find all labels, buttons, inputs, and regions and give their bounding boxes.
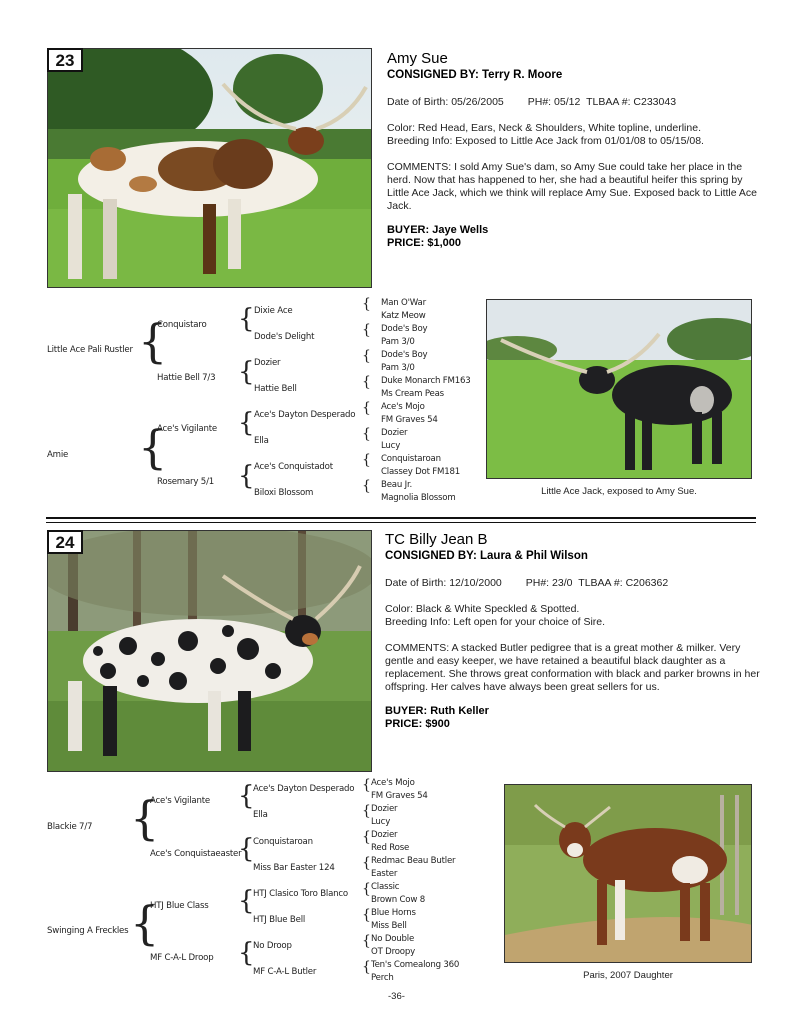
pedigree-g4: FM Graves 54 [381, 415, 438, 425]
pedigree-g3: Hattie Bell [254, 384, 297, 394]
pedigree-g4: Classey Dot FM181 [381, 467, 461, 477]
pedigree-g4: No Double [371, 934, 415, 944]
pedigree-g4: Dozier [371, 830, 398, 840]
pedigree-g4: Ace's Mojo [371, 778, 415, 788]
pedigree-g4: Pam 3/0 [381, 337, 415, 347]
lot-24-name: TC Billy Jean B [385, 531, 488, 548]
lot-24-dob: Date of Birth: 12/10/2000 [385, 577, 502, 589]
pedigree-g4: Pam 3/0 [381, 363, 415, 373]
pedigree-brace: { [238, 834, 255, 864]
pedigree-g2: Ace's Vigilante [157, 424, 217, 434]
pedigree-g3: Conquistaroan [253, 837, 313, 847]
lot-24-info [385, 531, 760, 731]
pedigree-g4: Ace's Mojo [381, 402, 425, 412]
lot-23-caption: Little Ace Jack, exposed to Amy Sue. [541, 486, 697, 497]
lot-23-cow-photo [47, 48, 372, 288]
lot-24-tlbaa: TLBAA #: C206362 [578, 577, 669, 589]
pedigree-g2: Conquistaro [157, 320, 207, 330]
pedigree-brace: { [238, 304, 255, 334]
pedigree-brace: { [362, 777, 371, 793]
lot-24-number: 24 [47, 530, 83, 554]
lot-24-color: Color: Black & White Speckled & Spotted. [385, 603, 580, 615]
pedigree-g4: Katz Meow [381, 311, 426, 321]
pedigree-sire: Little Ace Pali Rustler [47, 345, 133, 355]
pedigree-brace: { [362, 881, 371, 897]
pedigree-g4: Man O'War [381, 298, 426, 308]
pedigree-g3: HTJ Blue Bell [253, 915, 306, 925]
pedigree-g3: Ella [253, 810, 268, 820]
pedigree-g4: Dode's Boy [381, 324, 428, 334]
pedigree-brace: { [362, 933, 371, 949]
pedigree-g4: Perch [371, 973, 394, 983]
lot-23-buyer: BUYER: Jaye Wells [387, 224, 489, 236]
lot-23-consigned: CONSIGNED BY: Terry R. Moore [387, 69, 563, 81]
pedigree-g2: Ace's Conquistaeaster [150, 849, 242, 859]
lot-24-breeding: Breeding Info: Left open for your choice of Sire. [385, 616, 606, 628]
lot-24-caption: Paris, 2007 Daughter [583, 970, 673, 981]
lot-23-number: 23 [47, 48, 83, 72]
pedigree-g3: Miss Bar Easter 124 [253, 863, 335, 873]
pedigree-g4: Easter [371, 869, 398, 879]
pedigree-g4: Duke Monarch FM163 [381, 376, 471, 386]
pedigree-g4: Ten's Comealong 360 [371, 960, 460, 970]
pedigree-brace: { [362, 855, 371, 871]
pedigree-g2: Rosemary 5/1 [157, 477, 215, 487]
pedigree-brace: { [362, 803, 371, 819]
pedigree-g4: Dode's Boy [381, 350, 428, 360]
pedigree-g4: Redmac Beau Butler [371, 856, 456, 866]
pedigree-g3: Ella [254, 436, 269, 446]
pedigree-g4: Blue Horns [371, 908, 416, 918]
lot-23-color: Color: Red Head, Ears, Neck & Shoulders, White topline, underline. [387, 122, 701, 134]
pedigree-brace: { [130, 791, 160, 845]
pedigree-brace: { [138, 420, 168, 474]
lot-23-ph: PH#: 05/12 [527, 96, 581, 108]
pedigree-g2: HTJ Blue Class [150, 901, 209, 911]
pedigree-brace: { [362, 959, 371, 975]
lot-23-ids [387, 96, 762, 109]
pedigree-g3: No Droop [253, 941, 292, 951]
lot-23-breeding: Breeding Info: Exposed to Little Ace Jack from 01/01/08 to 05/15/08. [387, 135, 704, 147]
pedigree-brace: { [130, 896, 160, 950]
lot-23-tlbaa: TLBAA #: C233043 [586, 96, 677, 108]
pedigree-sire: Blackie 7/7 [47, 822, 93, 832]
pedigree-g3: Dode's Delight [254, 332, 315, 342]
pedigree-dam: Amie [47, 450, 69, 460]
pedigree-g4: Lucy [381, 441, 401, 451]
pedigree-brace: { [138, 314, 168, 368]
pedigree-brace: { [362, 296, 371, 312]
pedigree-brace: { [362, 452, 371, 468]
pedigree-g3: Ace's Conquistadot [254, 462, 333, 472]
pedigree-g4: Dozier [381, 428, 408, 438]
pedigree-g2: MF C-A-L Droop [150, 953, 214, 963]
lot-23-sire-photo [486, 299, 752, 479]
lot-24-price: PRICE: $900 [385, 718, 450, 730]
pedigree-g3: HTJ Clasico Toro Blanco [253, 889, 348, 899]
page-number: -36- [388, 991, 405, 1002]
lot-23-name: Amy Sue [387, 50, 448, 67]
pedigree-brace: { [362, 322, 371, 338]
lot-23-info [387, 50, 762, 250]
pedigree-brace: { [362, 374, 371, 390]
lot-23-dob: Date of Birth: 05/26/2005 [387, 96, 504, 108]
pedigree-brace: { [238, 461, 255, 491]
pedigree-g4: Beau Jr. [381, 480, 413, 490]
lot-24-consigned: CONSIGNED BY: Laura & Phil Wilson [385, 550, 588, 562]
pedigree-g4: Red Rose [371, 843, 410, 853]
pedigree-g4: Ms Cream Peas [381, 389, 444, 399]
pedigree-g3: Ace's Dayton Desperado [253, 784, 355, 794]
pedigree-g3: Dozier [254, 358, 281, 368]
lot-24-ph: PH#: 23/0 [525, 577, 573, 589]
section-divider-thin [46, 522, 756, 523]
pedigree-brace: { [238, 408, 255, 438]
lot-24-ids [385, 577, 760, 590]
pedigree-g4: Dozier [371, 804, 398, 814]
pedigree-brace: { [238, 781, 255, 811]
lot-23-price: PRICE: $1,000 [387, 237, 461, 249]
pedigree-brace: { [238, 357, 255, 387]
pedigree-g4: FM Graves 54 [371, 791, 428, 801]
pedigree-g2: Hattie Bell 7/3 [157, 373, 216, 383]
pedigree-g4: Classic [371, 882, 400, 892]
pedigree-g3: MF C-A-L Butler [253, 967, 317, 977]
lot-24-comments: COMMENTS: A stacked Butler pedigree that is a great mother & milker. Very gentle and easy keeper, we have retained a beautiful black daughter as a replacement. She throws great conformation with black and parker browns in her offspring. Her calves have always been great sellers for us. [385, 642, 760, 693]
pedigree-brace: { [238, 938, 255, 968]
pedigree-g3: Dixie Ace [254, 306, 293, 316]
pedigree-dam: Swinging A Freckles [47, 926, 129, 936]
lot-24-cow-photo [47, 530, 372, 772]
pedigree-g2: Ace's Vigilante [150, 796, 210, 806]
pedigree-g4: Magnolia Blossom [381, 493, 456, 503]
pedigree-brace: { [362, 829, 371, 845]
pedigree-g3: Biloxi Blossom [254, 488, 314, 498]
pedigree-g4: Conquistaroan [381, 454, 441, 464]
pedigree-brace: { [362, 426, 371, 442]
pedigree-g3: Ace's Dayton Desperado [254, 410, 356, 420]
pedigree-brace: { [362, 348, 371, 364]
pedigree-g4: Lucy [371, 817, 391, 827]
pedigree-brace: { [362, 400, 371, 416]
pedigree-brace: { [362, 907, 371, 923]
pedigree-g4: Brown Cow 8 [371, 895, 425, 905]
lot-24-daughter-photo [504, 784, 752, 963]
section-divider [46, 517, 756, 519]
pedigree-brace: { [362, 478, 371, 494]
pedigree-g4: OT Droopy [371, 947, 415, 957]
lot-24-buyer: BUYER: Ruth Keller [385, 705, 489, 717]
lot-23-comments: COMMENTS: I sold Amy Sue's dam, so Amy Sue could take her place in the herd. Now that has happened to her, she had a beautiful heifer this spring by Little Ace Jack, which we think will replace Amy Sue. Exposed back to Little Ace Jack. [387, 161, 758, 212]
pedigree-brace: { [238, 886, 255, 916]
pedigree-g4: Miss Bell [371, 921, 407, 931]
